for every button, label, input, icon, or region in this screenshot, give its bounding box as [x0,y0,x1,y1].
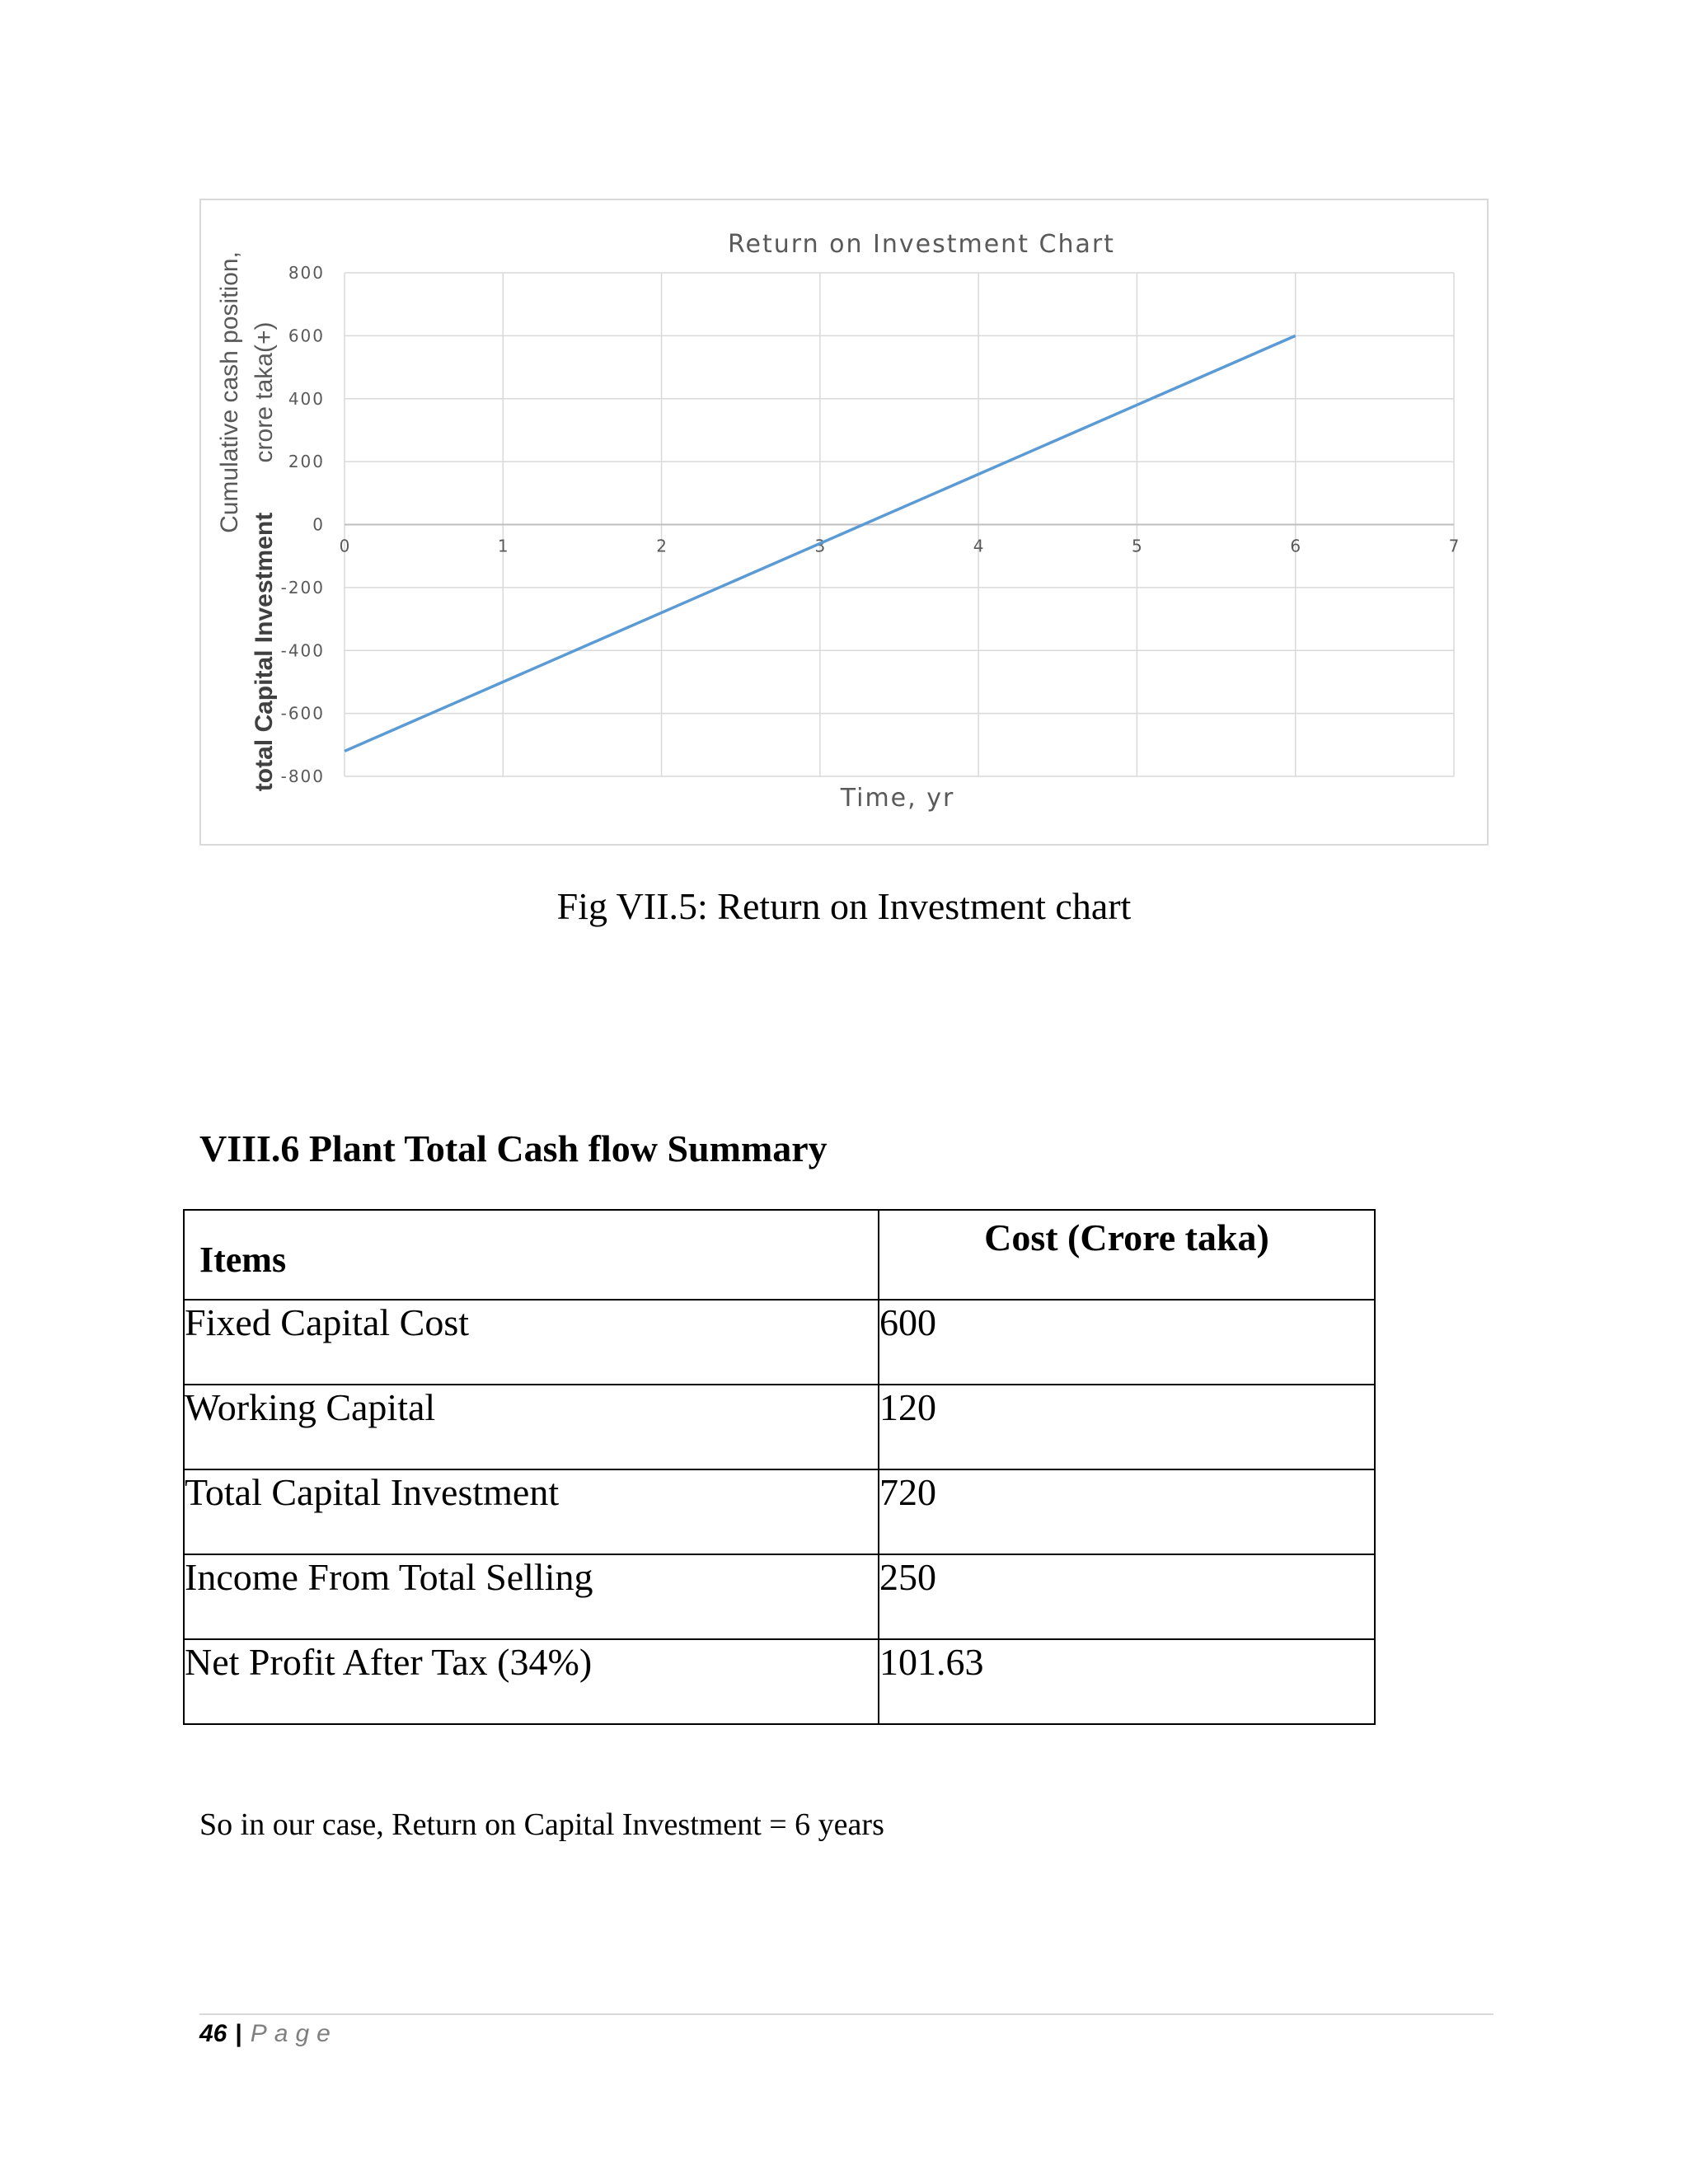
row-item: Working Capital [184,1385,879,1469]
x-tick-label: 0 [339,536,350,556]
footer-divider [199,2013,1493,2015]
y-axis-label-bottom: total Capital Investment [251,512,278,792]
y-tick-label: 0 [312,514,325,535]
x-tick-label: 7 [1448,536,1460,556]
y-tick-label: -400 [280,640,325,661]
row-cost: 720 [879,1469,1375,1554]
header-cost-label: Cost (Crore taka) [984,1216,1269,1258]
y-tick-label: 600 [288,326,325,346]
header-items-label: Items [199,1240,287,1280]
figure-caption: Fig VII.5: Return on Investment chart [556,885,1132,927]
conclusion-text: So in our case, Return on Capital Investment = 6 years [199,1807,884,1842]
row-item: Net Profit After Tax (34%) [184,1639,879,1724]
chart-title: Return on Investment Chart [728,230,1115,259]
x-tick-label: 6 [1290,536,1301,556]
cash-flow-table [183,1209,1376,1725]
row-cost: 250 [879,1554,1375,1639]
header-items [184,1210,879,1300]
y-axis-label-top-line-1: Cumulative cash position, [216,251,243,533]
x-tick-label: 1 [497,536,509,556]
y-axis-label-top-line-2: crore taka(+) [251,321,278,463]
page-number: 46 [199,2020,227,2047]
row-item: Total Capital Investment [184,1469,879,1554]
roi-chart [199,199,1489,846]
footer-separator: | [235,2020,242,2047]
row-cost: 120 [879,1385,1375,1469]
roi-chart-svg [201,200,1490,847]
section-heading: VIII.6 Plant Total Cash flow Summary [199,1127,828,1169]
row-item: Fixed Capital Cost [184,1300,879,1385]
row-item: Income From Total Selling [184,1554,879,1639]
x-tick-label: 3 [814,536,826,556]
row-cost: 101.63 [879,1639,1375,1724]
page-footer [199,2020,338,2048]
x-tick-label: 4 [973,536,984,556]
y-tick-label: 400 [288,388,325,409]
page-label: Page [250,2020,338,2047]
y-tick-label: -200 [280,577,325,598]
y-tick-label: -800 [280,766,325,786]
y-tick-label: -600 [280,703,325,724]
x-tick-label: 5 [1132,536,1142,556]
table-row [184,1300,1375,1385]
table-row [184,1385,1375,1469]
row-cost: 600 [879,1300,1375,1385]
table-row [184,1469,1375,1554]
x-axis-label: Time, yr [840,784,955,813]
table-row [184,1639,1375,1724]
table-row [184,1554,1375,1639]
x-tick-label: 2 [656,536,667,556]
y-tick-label: 800 [288,263,325,283]
y-tick-label: 200 [288,452,325,472]
table-header-row [184,1210,1375,1300]
header-cost [879,1210,1375,1300]
